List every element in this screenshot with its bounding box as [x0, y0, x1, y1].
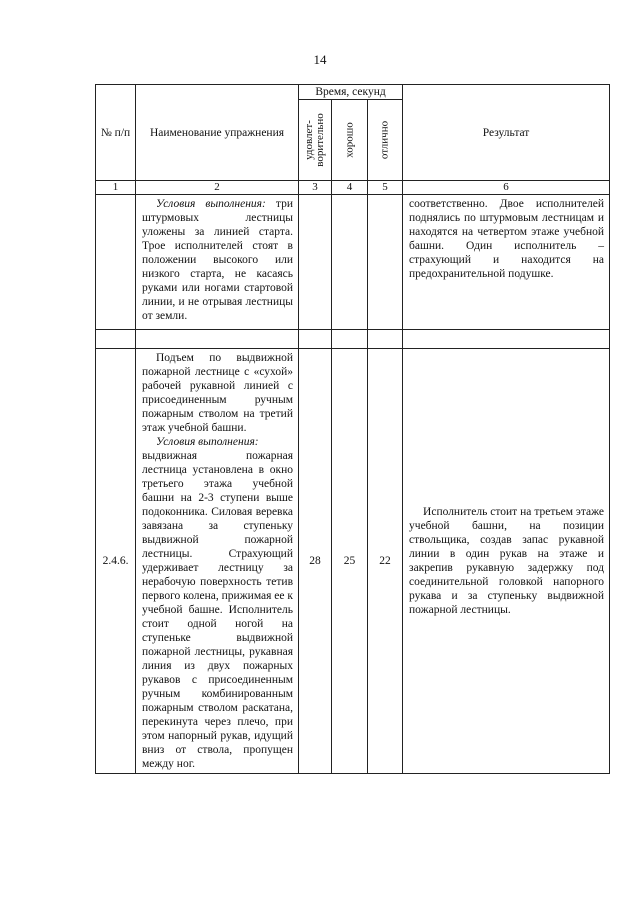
page-number: 14: [313, 52, 327, 67]
conditions-text: выдвижная пожарная лестница установлена в окно третьего этажа учебной башни на 2-3 ступени выше подоконника. Силовая веревка завязана за ступеньку выдвижной пожарной лестницы. Страхующий удерживает лестницу за нерабочую поверхность тетив первого колена, прижимая ее к учебной башне. Исполнитель стоит одной ногой на ступеньке выдвижной пожарной лестницы, рукавная линия из двух пожарных рукавов с присоединенным ручным комбинированным пожарным стволом раскатана, перекинута через плечо, при этом напорный рукав, идущий вниз от ствола, пропущен между ног.: [142, 450, 293, 770]
exercise-title: Подъем по выдвижной пожарной лестнице с «сухой» рабочей рукавной линией с присоединенным ручным пожарным стволом на третий этаж учебной башни.: [142, 352, 293, 434]
cell-excellent: 22: [368, 349, 403, 774]
result-text: Исполнитель стоит на третьем этаже учебной башни, на позиции ствольщика, создав запас рукавной линии в один рукав на этаже и закрепив рукавную задержку под соединительной головкой напорного рукава и за ступеньку выдвижной пожарной лестницы.: [409, 506, 605, 616]
cell-good-empty: [332, 195, 368, 330]
column-number: 1: [96, 181, 136, 195]
column-number: 3: [299, 181, 332, 195]
header-name: Наименование упражнения: [136, 85, 299, 181]
cell-num-empty: [96, 195, 136, 330]
column-number: 6: [403, 181, 610, 195]
column-number: 4: [332, 181, 368, 195]
header-excellent-cell: [368, 100, 403, 181]
cell-result-continued: соответственно. Двое исполнителей поднялись по штурмовым лестницам и находятся на четвертом этаже учебной башни. Один исполнитель – страхующий и находится на предохранительной подушке.: [403, 195, 610, 330]
cell-excellent-empty: [368, 195, 403, 330]
table-row-2-4-6: [96, 349, 610, 774]
cell-exercise-continued: [136, 195, 299, 330]
exercise-table: [95, 84, 610, 774]
header-excellent: отлично: [378, 120, 391, 160]
cell-good: 25: [332, 349, 368, 774]
header-good: хорошо: [343, 122, 355, 158]
table-row-spacer: [96, 330, 610, 349]
header-row: [96, 85, 610, 100]
column-numbers-row: [96, 181, 610, 195]
column-number: 2: [136, 181, 299, 195]
cell-satisfactory: 28: [299, 349, 332, 774]
cell-exercise: [136, 349, 299, 774]
conditions-text: три штурмовых лестницы уложены за линией старта. Трое исполнителей стоят в положении высокого или низкого старта, не касаясь руками или ногами стартовой линии, и не отрывая лестницы от земли.: [142, 198, 293, 322]
cell-result: [403, 349, 610, 774]
column-number: 5: [368, 181, 403, 195]
conditions-label: Условия выполнения:: [156, 198, 266, 210]
cell-num: 2.4.6.: [96, 349, 136, 774]
header-good-cell: [332, 100, 368, 181]
conditions-label: Условия выполнения:: [156, 436, 259, 448]
header-satisfactory-cell: [299, 100, 332, 181]
header-result: Результат: [403, 85, 610, 181]
table-row-continued: [96, 195, 610, 330]
header-num: № п/п: [96, 85, 136, 181]
cell-satisfactory-empty: [299, 195, 332, 330]
header-time: Время, секунд: [299, 85, 403, 100]
header-satisfactory: удовлет- ворительно: [303, 113, 326, 167]
